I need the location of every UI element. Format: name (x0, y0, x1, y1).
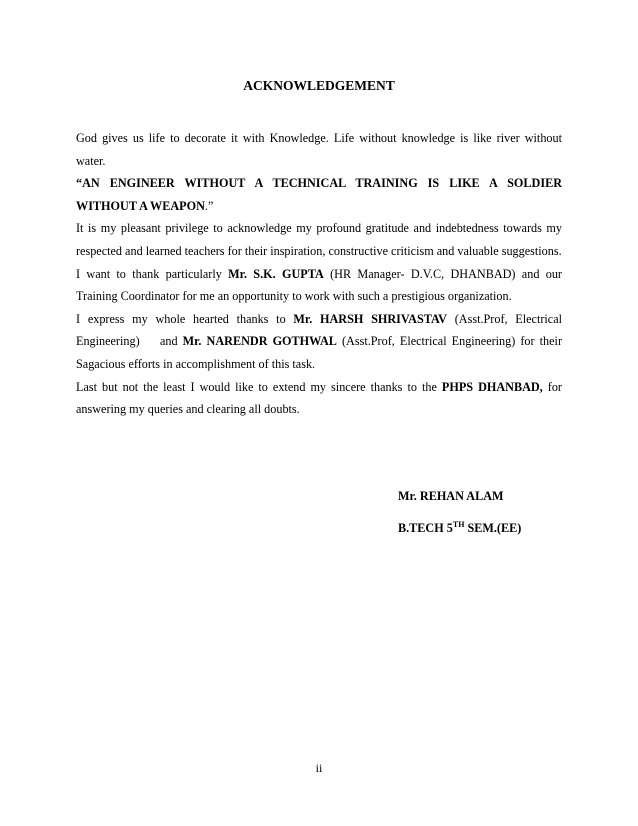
page-number: ii (315, 761, 323, 775)
quote-text: “AN ENGINEER WITHOUT A TECHNICAL TRAINING IS LIKE A SOLDIER WITHOUT A WEAPON (76, 176, 562, 213)
title-text: ACKNOWLEDGEMENT (243, 78, 395, 93)
name-shrivastav: Mr. HARSH SHRIVASTAV (293, 311, 447, 326)
text-span: (Asst.Prof, Electrical Engineering) and (76, 311, 566, 349)
paragraph-gratitude: It is my pleasant privilege to acknowledge my profound gratitude and indebtedness towards my respected and learned teachers for their inspiration, constructive criticism and valuable suggestions. (76, 221, 562, 258)
course-suffix: SEM.(EE) (464, 521, 522, 535)
name-phps: PHPS DHANBAD, (441, 379, 543, 394)
name-gothwal: Mr. NARENDR GOTHWAL (182, 334, 337, 349)
text-span: (Asst.Prof, Electrical Engineering) for their Sagacious efforts in accomplishment of this task. (76, 334, 562, 371)
name-gupta: Mr. S.K. GUPTA (228, 266, 324, 281)
course-superscript: TH (452, 519, 465, 529)
paragraph-thanks-gupta (76, 263, 562, 308)
quote-end: .” (204, 198, 214, 213)
text-span: I express my whole hearted thanks to (76, 311, 294, 326)
signature-course (398, 521, 521, 536)
course-prefix: B.TECH 5 (398, 521, 453, 535)
paragraph-quote (76, 172, 562, 217)
paragraph-thanks-professors (76, 308, 566, 376)
text-span: (HR Manager- D.V.C, DHANBAD) and our Training Coordinator for me an opportunity to work with such a prestigious organization. (76, 266, 562, 304)
text-span: Last but not the least I would like to extend my sincere thanks to the (76, 379, 442, 394)
paragraph-thanks-phps (76, 376, 562, 421)
paragraph-intro: God gives us life to decorate it with Knowledge. Life without knowledge is like river without water. (76, 131, 562, 168)
acknowledgement-body (76, 127, 566, 421)
signature-name: Mr. REHAN ALAM (398, 489, 504, 503)
text-span: for answering my queries and clearing all doubts. (76, 379, 562, 417)
text-span: I want to thank particularly (76, 266, 229, 281)
page-title (0, 78, 638, 94)
